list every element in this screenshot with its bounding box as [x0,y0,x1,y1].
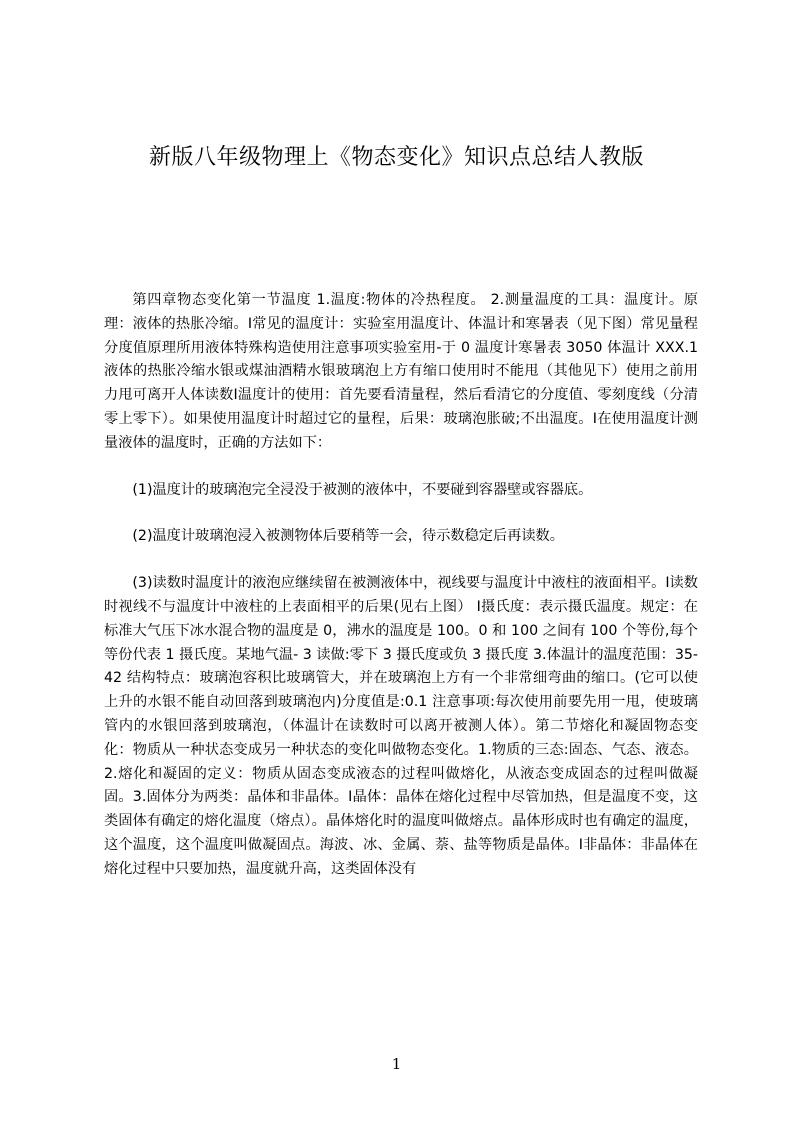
page-number: 1 [391,1055,402,1073]
paragraph-intro: 第四章物态变化第一节温度 1.温度:物体的冷热程度。 2.测量温度的工具：温度计。原理：液体的热胀冷缩。Ⅰ常见的温度计：实验室用温度计、体温计和寒暑表（见下图）常见量程分度值原理所用液体特殊构造使用注意事项实验室用-于 0 温度计寒暑表 3050 体温计 XXX.1 液体的热胀冷缩水银或煤油酒精水银玻璃泡上方有缩口使用时不能甩（其他见下）使用之前用力甩可离开人体读数Ⅰ温度计的使用：首先要看清量程，然后看清它的分度值、零刻度线（分清零上零下）。如果使用温度计时超过它的量程，后果：玻璃泡胀破;不出温度。Ⅰ在使用温度计测量液体的温度时，正确的方法如下： [104,292,698,451]
document-body [104,289,698,882]
paragraph-step-1: (1)温度计的玻璃泡完全浸没于被测的液体中，不要碰到容器壁或容器底。 [132,481,593,498]
paragraph-step-3: (3)读数时温度计的液泡应继续留在被测液体中，视线要与温度计中液柱的液面相平。Ⅰ读数时视线不与温度计中液柱的上表面相平的后果(见右上图） Ⅰ摄氏度：表示摄氏温度。规定：在标准大气压下冰水混合物的温度是 0，沸水的温度是 100。0 和 100 之间有 100 个等份,每个等份代表 1 摄氏度。某地气温- 3 读做:零下 3 摄氏度或负 3 摄氏度 3.体温计的温度范围：35-42 结构特点：玻璃泡容积比玻璃管大，并在玻璃泡上方有一个非常细弯曲的缩口。(它可以使上升的水银不能自动回落到玻璃泡内)分度值是:0.1 注意事项:每次使用前要先用一甩，使玻璃管内的水银回落到玻璃泡，（体温计在读数时可以离开被测人体）。第二节熔化和凝固物态变化：物质从一种状态变成另一种状态的变化叫做物态变化。1.物质的三态:固态、气态、液态。 2.熔化和凝固的定义：物质从固态变成液态的过程叫做熔化，从液态变成固态的过程叫做凝固。3.固体分为两类：晶体和非晶体。Ⅰ晶体：晶体在熔化过程中尽管加热，但是温度不变，这类固体有确定的熔化温度（熔点）。晶体熔化时的温度叫做熔点。晶体形成时也有确定的温度，这个温度，这个温度叫做凝固点。海波、冰、金属、萘、盐等物质是晶体。Ⅰ非晶体：非晶体在熔化过程中只要加热，温度就升高，这类固体没有 [104,575,698,877]
paragraph-step-2: (2)温度计玻璃泡浸入被测物体后要稍等一会，待示数稳定后再读数。 [132,528,564,545]
document-title: 新版八年级物理上《物态变化》知识点总结人教版 [148,145,644,170]
